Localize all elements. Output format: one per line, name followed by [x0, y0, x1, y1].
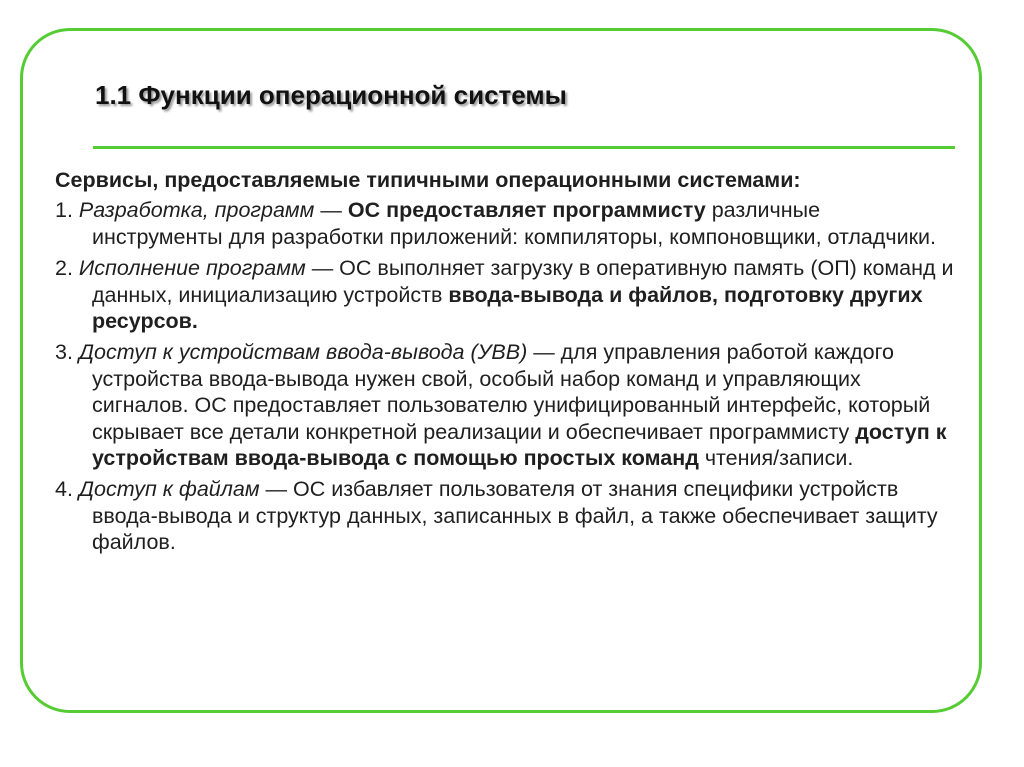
slide-title: 1.1 Функции операционной системы — [95, 80, 567, 110]
list-item-1 — [55, 197, 955, 250]
slide-content — [55, 167, 955, 561]
item-text: — ОС выполняет загрузку в оперативную память (ОП) команд и данных, инициализацию устройств — [92, 256, 954, 307]
item-number: 1. — [55, 198, 79, 223]
item-number: 2. — [55, 256, 79, 281]
item-rest: чтения/записи. — [698, 446, 854, 471]
item-bold: доступ к устройствам ввода-вывода с помощью простых команд — [92, 419, 947, 471]
item-name: Исполнение программ — [78, 256, 306, 281]
item-number: 4. — [55, 477, 79, 502]
item-text: — ОС избавляет пользователя от знания специфики устройств ввода-вывода и структур данных, записанных в файл, а также обеспечивает защиту файлов. — [92, 477, 938, 555]
item-dash: — — [314, 198, 348, 223]
item-bold: ОС предоставляет программисту — [347, 198, 706, 223]
item-bold: ввода-вывода и файлов, подготовку других ресурсов. — [92, 282, 923, 334]
item-name: Доступ к устройствам ввода-вывода (УВВ) — [78, 340, 528, 365]
list-item-3 — [55, 339, 955, 471]
list-item-2 — [55, 255, 955, 334]
item-name: Разработка, программ — [78, 198, 315, 223]
item-number: 3. — [55, 340, 79, 365]
list-item-4 — [55, 476, 955, 555]
item-rest: различные инструменты для разработки приложений: компиляторы, компоновщики, отладчики. — [92, 198, 937, 249]
title-underline — [93, 146, 955, 149]
intro-text: Сервисы, предоставляемые типичными операционными системами: — [55, 168, 801, 192]
item-name: Доступ к файлам — [78, 477, 260, 502]
item-text: — для управления работой каждого устройства ввода-вывода нужен свой, особый набор команд и управляющих сигналов. ОС предоставляет пользователю унифицированный интерфейс, который скрывает все детали конкретной реализации и обеспечивает программисту — [92, 340, 931, 444]
